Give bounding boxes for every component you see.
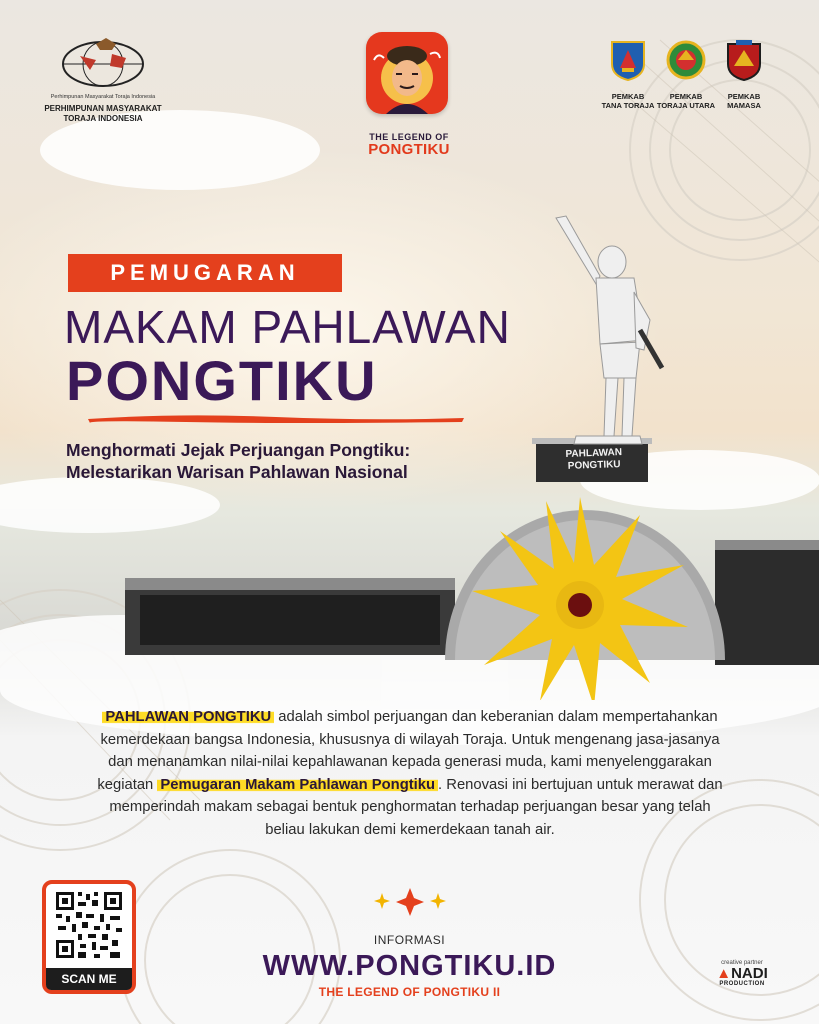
mamasa-emblem-icon (724, 38, 764, 82)
subtitle-line1: Menghormati Jejak Perjuangan Pongtiku: (66, 440, 411, 460)
title-line2: PONGTIKU (66, 349, 378, 412)
org-caption (38, 104, 168, 124)
tana-toraja-emblem-icon (608, 38, 648, 82)
org-logo-text: Perhimpunan Masyarakat Toraja Indonesia (50, 94, 156, 100)
sparkle-icon (372, 886, 448, 916)
toraja-utara-emblem-icon (666, 38, 706, 82)
monument-plaque (548, 446, 641, 473)
gov2-line2: TORAJA UTARA (656, 101, 716, 110)
scan-me-label: SCAN ME (46, 968, 132, 990)
brand-line1: THE LEGEND OF (369, 132, 449, 142)
pongtiku-portrait-icon (366, 32, 448, 114)
highlight-pemugaran: Pemugaran Makam Pahlawan Pongtiku (157, 777, 438, 793)
partner-name (706, 966, 778, 981)
globe-logo-icon (60, 36, 146, 96)
pemugaran-badge (68, 254, 342, 292)
body-text-1: adalah simbol perjuangan dan keberanian dalam mempertahankan kemerdekaan bangsa Indonesia, khususnya di wilayah Toraja. Untuk mengenang jasa-jasanya dan menanamkan nilai-nilai kepahlawanan kepada generasi muda, kami menyelenggarakan kegiatan (97, 709, 720, 793)
description-paragraph (90, 706, 730, 841)
badge-text: PEMUGARAN (110, 260, 300, 285)
creative-partner-logo (706, 960, 778, 987)
info-label: INFORMASI (373, 933, 446, 947)
highlight-pahlawan-pongtiku: PAHLAWAN PONGTIKU (102, 709, 274, 725)
legend-of-pongtiku-logo (366, 32, 452, 158)
org-caption-line2: TORAJA INDONESIA (63, 114, 143, 123)
website-link[interactable]: WWW.PONGTIKU.ID (262, 950, 557, 982)
plaque-line1: PAHLAWAN (565, 447, 623, 460)
brand-line2: PONGTIKU (368, 141, 450, 158)
partner-mark-icon: ▲ (716, 965, 732, 982)
title-line1: MAKAM PAHLAWAN (64, 301, 511, 353)
gov3-line1: PEMKAB (727, 92, 761, 101)
gov3-line2: MAMASA (727, 101, 761, 110)
gov1-line1: PEMKAB (611, 92, 645, 101)
brush-stroke-divider (86, 410, 466, 426)
partner-name-text: NADI (731, 965, 768, 982)
gov-logo-mamasa (708, 38, 780, 110)
body-text-2: . Renovasi ini bertujuan untuk merawat dan memperindah makam sebagai bentuk penghormatan terhadap perjuangan besar yang telah beliau lakukan demi kemerdekaan tanah air. (109, 776, 723, 838)
plaque-line2: PONGTIKU (567, 459, 621, 472)
gov2-line1: PEMKAB (669, 92, 703, 101)
gov1-line2: TANA TORAJA (601, 101, 655, 110)
footer-tagline: THE LEGEND OF PONGTIKU II (318, 985, 501, 999)
headline-subtitle (66, 439, 410, 483)
org-logo-block (38, 36, 168, 124)
partner-caption: creative partner (721, 960, 763, 966)
subtitle-line2: Melestarikan Warisan Pahlawan Nasional (66, 462, 408, 482)
partner-sub: PRODUCTION (719, 981, 765, 987)
org-caption-line1: PERHIMPUNAN MASYARAKAT (44, 104, 162, 113)
